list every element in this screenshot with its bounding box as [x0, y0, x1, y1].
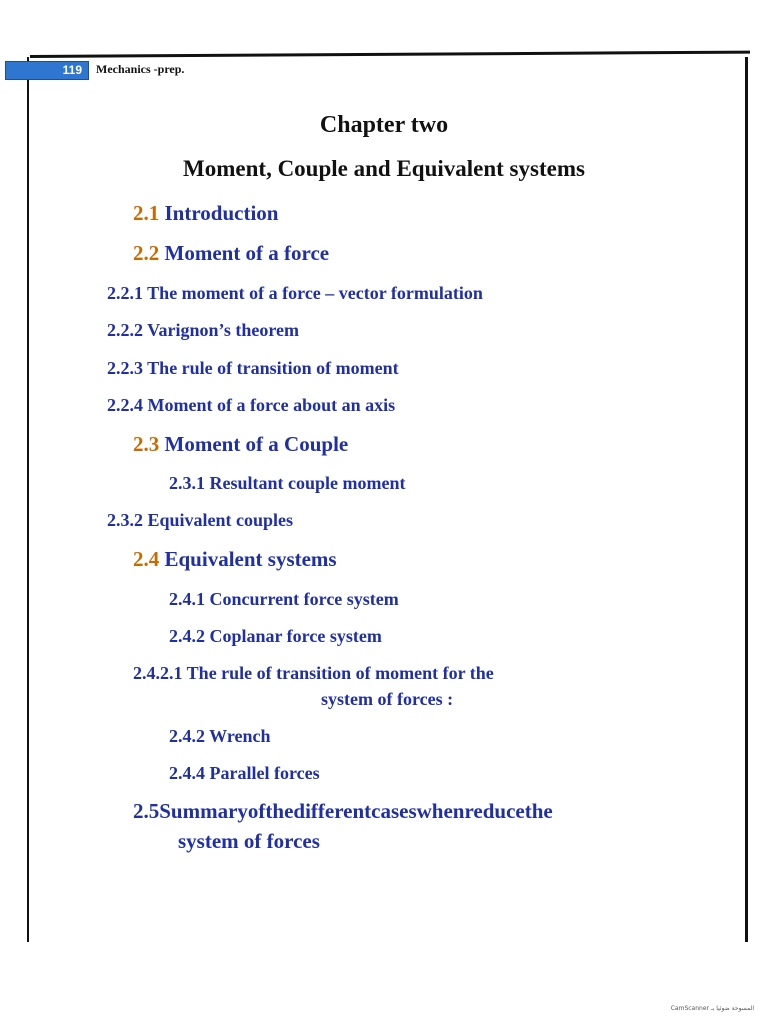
chapter-title: Moment, Couple and Equivalent systems	[183, 156, 585, 181]
toc-section-2-5: 2.5Summaryofthedifferentcaseswhenreducethe	[133, 799, 553, 823]
page-number-badge	[5, 61, 89, 80]
toc-entry-2-4-2-1: 2.4.2.1 The rule of transition of moment for the	[133, 663, 494, 683]
page-border-right	[745, 57, 748, 942]
toc-entry-2-2-4: 2.2.4 Moment of a force about an axis	[107, 395, 396, 415]
toc-entry-2-4-2-wrench: 2.4.2 Wrench	[169, 726, 271, 746]
toc-entry-2-4-4: 2.4.4 Parallel forces	[169, 763, 320, 783]
toc-entry-2-3-1: 2.3.1 Resultant couple moment	[169, 473, 406, 493]
page-number: 119	[62, 63, 82, 77]
toc-entry-2-2-3: 2.2.3 The rule of transition of moment	[107, 358, 399, 378]
running-header-title: Mechanics -prep.	[96, 62, 185, 76]
toc-entry-2-2-1: 2.2.1 The moment of a force – vector formulation	[107, 283, 483, 303]
page-border-left	[27, 57, 29, 942]
scanner-watermark: CamScanner المسوحة ضوئيا بـ	[670, 1005, 754, 1012]
toc-section-title: Introduction	[164, 201, 279, 225]
toc-entry-2-4-2-1-continuation: system of forces :	[321, 689, 454, 709]
chapter-label: Chapter two	[319, 112, 449, 138]
toc-section-number: 2.4	[133, 547, 160, 571]
toc-entry-2-3-2: 2.3.2 Equivalent couples	[107, 510, 294, 530]
toc-section-number: 2.2	[133, 241, 160, 265]
page-border-top	[30, 51, 750, 58]
toc-section-title: Moment of a Couple	[164, 432, 349, 456]
toc-section-2-2	[133, 241, 329, 266]
toc-section-number: 2.3	[133, 432, 160, 456]
toc-section-2-3	[133, 432, 348, 457]
toc-section-title: Equivalent systems	[164, 547, 337, 571]
toc-section-2-4	[133, 547, 337, 572]
toc-section-number: 2.1	[133, 201, 160, 225]
toc-section-2-5-continuation: system of forces	[178, 829, 320, 853]
toc-entry-2-4-2: 2.4.2 Coplanar force system	[169, 626, 382, 646]
toc-section-2-1	[133, 201, 278, 226]
toc-entry-2-2-2: 2.2.2 Varignon’s theorem	[107, 320, 300, 340]
toc-section-title: Moment of a force	[164, 241, 330, 265]
toc-entry-2-4-1: 2.4.1 Concurrent force system	[169, 589, 399, 609]
